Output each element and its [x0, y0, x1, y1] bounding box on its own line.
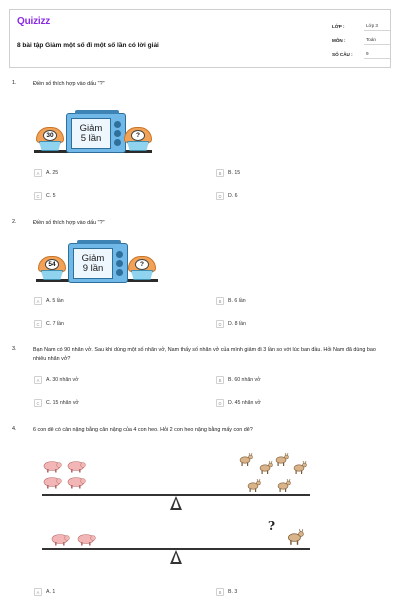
- worksheet-header: [9, 9, 391, 68]
- pig-icon: [42, 476, 62, 489]
- goat-icon: [292, 460, 307, 475]
- meta-count-value[interactable]: 9: [364, 51, 390, 59]
- meta-count-label: SỐ CÂU :: [332, 52, 353, 57]
- question-number: 2.: [12, 219, 17, 225]
- option-text: A. 25: [46, 170, 59, 176]
- option-b[interactable]: [216, 297, 246, 305]
- option-letter[interactable]: B: [216, 588, 224, 596]
- option-letter[interactable]: A: [34, 297, 42, 305]
- muffin-output-icon: [124, 127, 152, 151]
- screen-line-2: 5 lần: [80, 132, 102, 144]
- option-letter[interactable]: D: [216, 320, 224, 328]
- option-letter[interactable]: C: [34, 399, 42, 407]
- meta-grade-value[interactable]: Lớp 3: [364, 23, 390, 31]
- option-a[interactable]: [34, 297, 64, 305]
- pig-icon: [76, 533, 96, 546]
- muffin-input-icon: [36, 127, 64, 151]
- worksheet-meta: [332, 17, 390, 59]
- meta-subject-label: MÔN :: [332, 38, 346, 43]
- option-text: B. 6 lần: [228, 298, 246, 304]
- output-value: ?: [131, 130, 145, 141]
- option-text: D. 45 nhãn vở: [228, 400, 261, 406]
- muffin-input-icon: [38, 256, 66, 280]
- question-text: Điền số thích hợp vào dấu "?": [33, 220, 105, 226]
- pig-icon: [50, 533, 70, 546]
- question-text: Bạn Nam có 90 nhãn vở. Sau khi dùng một số nhãn vở, Nam thấy số nhãn vở của mình giảm đi 3 lần so với lúc ban đầu. Hỏi Nam đã dùng bao nhiêu nhãn vở?: [33, 347, 376, 362]
- muffin-output-icon: [128, 256, 156, 280]
- input-value: 54: [45, 259, 59, 270]
- question-text: Điền số thích hợp vào dấu "?": [33, 81, 105, 87]
- option-letter[interactable]: A: [34, 588, 42, 596]
- option-letter[interactable]: D: [216, 399, 224, 407]
- output-value: ?: [135, 259, 149, 270]
- microwave-icon: [66, 113, 126, 153]
- pig-icon: [66, 460, 86, 473]
- question-number: 3.: [12, 346, 17, 352]
- option-b[interactable]: [216, 376, 261, 384]
- option-a[interactable]: [34, 169, 58, 177]
- microwave-screen: [71, 118, 111, 149]
- meta-grade: [332, 17, 390, 31]
- input-value: 30: [43, 130, 57, 141]
- scale-fulcrum-icon: [170, 550, 182, 564]
- question-number: 4.: [12, 426, 17, 432]
- goat-icon: [258, 460, 273, 475]
- quizizz-logo: Quizizz: [17, 16, 51, 27]
- option-c[interactable]: [34, 320, 64, 328]
- screen-line-1: Giảm: [81, 252, 105, 264]
- microwave-screen: [73, 248, 113, 279]
- option-d[interactable]: [216, 192, 238, 200]
- option-letter[interactable]: D: [216, 192, 224, 200]
- option-text: C. 5: [46, 193, 56, 199]
- option-text: A. 5 lần: [46, 298, 64, 304]
- option-letter[interactable]: B: [216, 297, 224, 305]
- scale-fulcrum-icon: [170, 496, 182, 510]
- goat-icon: [276, 478, 291, 493]
- option-letter[interactable]: A: [34, 169, 42, 177]
- goat-icon: [238, 452, 253, 467]
- meta-subject: [332, 31, 390, 45]
- option-text: D. 6: [228, 193, 238, 199]
- screen-line-1: Giảm: [79, 122, 103, 134]
- option-text: B. 15: [228, 170, 241, 176]
- goat-icon: [246, 478, 261, 493]
- meta-subject-value[interactable]: Toán: [364, 37, 390, 45]
- option-letter[interactable]: B: [216, 376, 224, 384]
- question-text: 6 con dê có cân nặng bằng cân nặng của 4 con heo. Hỏi 2 con heo nặng bằng mấy con dê?: [33, 427, 253, 433]
- microwave-icon: [68, 243, 128, 283]
- option-text: C. 15 nhãn vở: [46, 400, 79, 406]
- option-b[interactable]: [216, 169, 240, 177]
- option-d[interactable]: [216, 320, 246, 328]
- meta-count: [332, 45, 390, 59]
- question-mark: ?: [268, 519, 276, 533]
- option-c[interactable]: [34, 399, 79, 407]
- option-letter[interactable]: C: [34, 192, 42, 200]
- option-text: B. 3: [228, 589, 238, 595]
- pig-icon: [42, 460, 62, 473]
- worksheet-title: 8 bài tập Giảm một số đi một số lần có lời giải: [17, 42, 159, 49]
- option-d[interactable]: [216, 399, 261, 407]
- option-text: C. 7 lần: [46, 321, 64, 327]
- goat-icon: [286, 528, 304, 546]
- option-a[interactable]: [34, 588, 55, 596]
- pig-icon: [66, 476, 86, 489]
- option-b[interactable]: [216, 588, 237, 596]
- goat-icon: [274, 452, 289, 467]
- question-number: 1.: [12, 80, 17, 86]
- option-c[interactable]: [34, 192, 56, 200]
- option-text: D. 8 lần: [228, 321, 246, 327]
- option-text: B. 60 nhãn vở: [228, 377, 261, 383]
- option-letter[interactable]: B: [216, 169, 224, 177]
- option-text: A. 1: [46, 589, 56, 595]
- option-a[interactable]: [34, 376, 79, 384]
- screen-line-2: 9 lần: [82, 262, 104, 274]
- option-text: A. 30 nhãn vở: [46, 377, 79, 383]
- option-letter[interactable]: A: [34, 376, 42, 384]
- option-letter[interactable]: C: [34, 320, 42, 328]
- meta-grade-label: LỚP :: [332, 24, 345, 29]
